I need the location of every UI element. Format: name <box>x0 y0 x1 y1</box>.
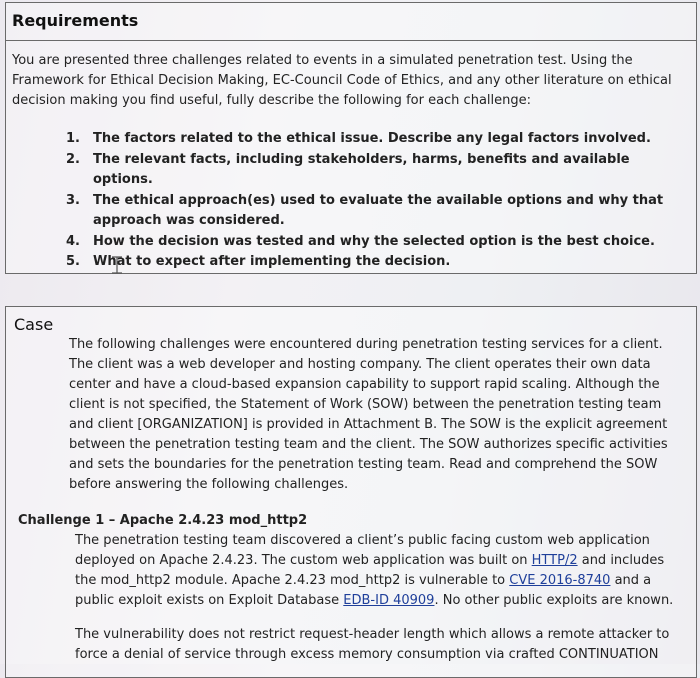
list-item: 4. How the decision was tested and why the selected option is the best choice. <box>66 233 655 249</box>
list-item: 3. The ethical approach(es) used to evaluate the available options and why that approach was considered. <box>66 192 664 228</box>
http2-link[interactable]: HTTP/2 <box>531 553 578 568</box>
list-item: 2. The relevant facts, including stakeholders, harms, benefits and available options. <box>66 151 630 187</box>
requirements-list <box>66 129 691 273</box>
requirements-section <box>5 2 697 274</box>
challenge-1-title: Challenge 1 – Apache 2.4.23 mod_http2 <box>18 513 308 528</box>
cve-link[interactable]: CVE 2016-8740 <box>509 573 611 588</box>
vulnerability-description: The vulnerability does not restrict request-header length which allows a remote attacker to force a denial of service through excess memory consumption via crafted CONTINUATION <box>75 627 670 662</box>
case-title: Case <box>14 315 54 334</box>
case-description: The following challenges were encountered during penetration testing services for a client. The client was a web developer and hosting company. The client operates their own data center and have a cloud-based expansion capability to support rapid scaling. Although the client is not specified, the Statement of Work (SOW) between the penetration testing team and client [ORGANIZATION] is provided in Attachment B. The SOW is the explicit agreement between the penetration testing team and the client. The SOW authorizes specific activities and sets the boundaries for the penetration testing team. Read and comprehend the SOW before answering the following challenges. <box>69 337 668 492</box>
text-cursor-icon <box>110 256 124 274</box>
challenge-1-description: The penetration testing team discovered a client’s public facing custom web application deployed on Apache 2.4.23. The custom web application was built on HTTP/2 and includes the mod_http2 module. Apache 2.4.23 mod_http2 is vulnerable to CVE 2016-8740 and a public exploit exists on Exploit Database EDB-ID 40909. No other public exploits are known. <box>75 533 674 608</box>
list-item: 5. What to expect after implementing the decision. <box>66 254 451 269</box>
requirements-intro: You are presented three challenges related to events in a simulated penetration test. Using the Framework for Ethical Decision Making, EC-Council Code of Ethics, and any other literature on ethical decision making you find useful, fully describe the following for each challenge: <box>12 53 672 108</box>
list-item: 1. The factors related to the ethical issue. Describe any legal factors involved. <box>66 131 651 146</box>
edb-link[interactable]: EDB-ID 40909 <box>343 593 435 608</box>
requirements-title: Requirements <box>12 11 139 30</box>
title-divider <box>6 40 696 41</box>
case-section <box>5 306 697 678</box>
